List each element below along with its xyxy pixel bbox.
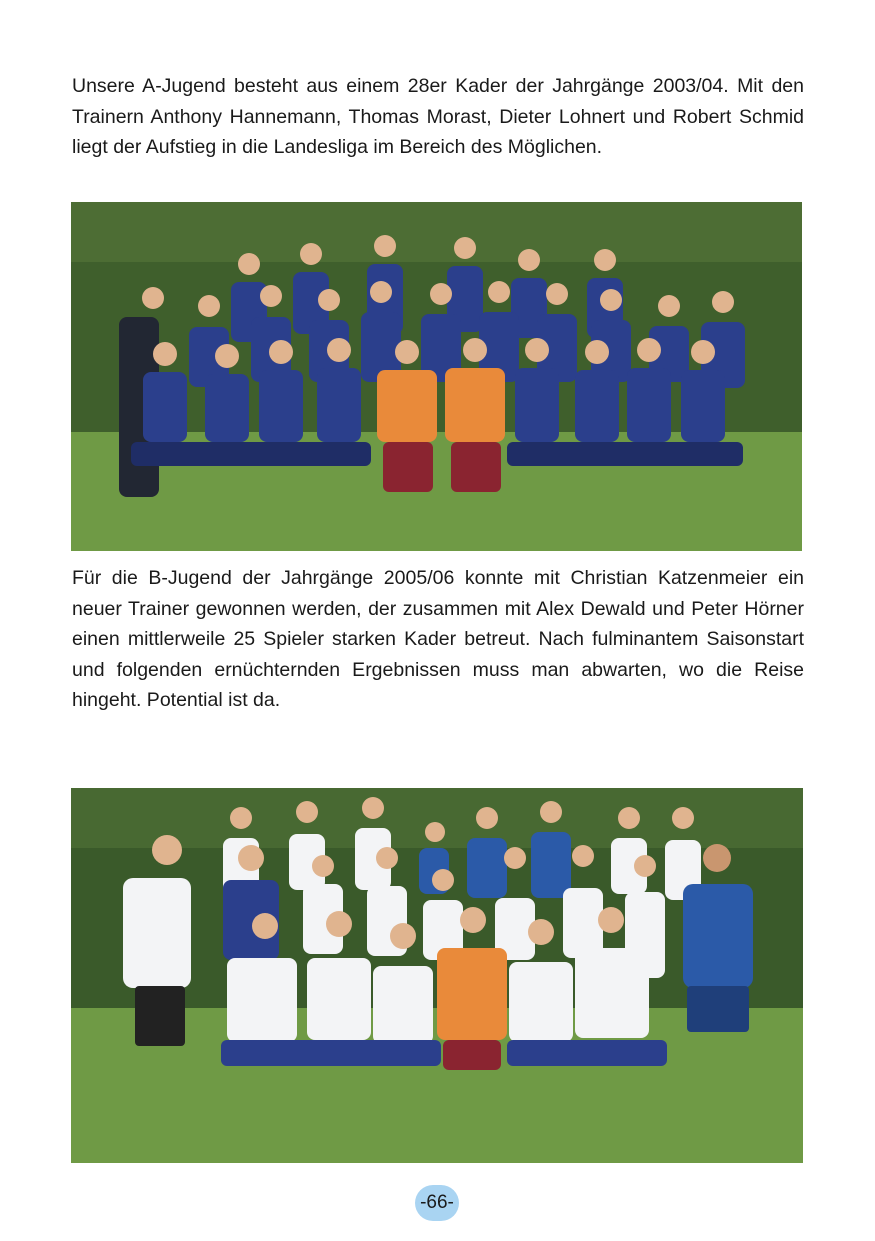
b-jugend-paragraph: Für die B-Jugend der Jahrgänge 2005/06 konnte mit Christian Katzenmeier ein neuer Trainer gewonnen werden, der zusammen mit Alex Dewald und Peter Hörner einen mittlerweile 25 Spieler starken Kader betreut. Nach fulminantem Saisonstart und folgenden ernüchternden Ergebnissen muss man abwarten, wo die Reise hingeht. Potential ist da. — [72, 567, 804, 711]
b-jugend-team-photo — [71, 788, 803, 1163]
a-jugend-team-photo — [71, 202, 802, 551]
a-jugend-paragraph: Unsere A-Jugend besteht aus einem 28er Kader der Jahrgänge 2003/04. Mit den Trainern Anthony Hannemann, Thomas Morast, Dieter Lohnert und Robert Schmid liegt der Aufstieg in die Landesliga im Bereich des Möglichen. — [72, 75, 804, 158]
page-number: -66- — [415, 1185, 459, 1221]
